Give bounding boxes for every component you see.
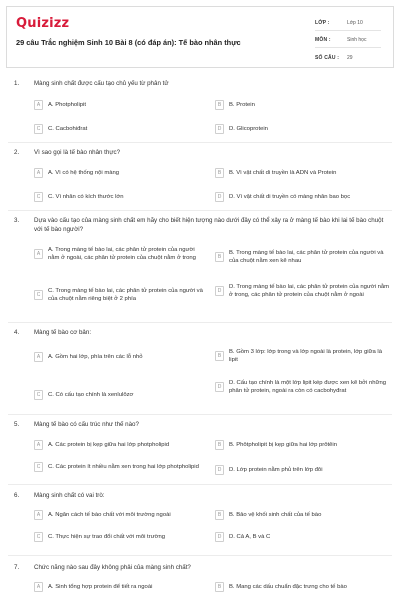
option-b[interactable] (215, 249, 391, 266)
option-text: D. Vì vật chất di truyền có màng nhân bao bọc (229, 193, 351, 200)
option-letter-box: A (34, 582, 43, 592)
option-letter-box: C (34, 390, 43, 400)
question-text: Màng tế bào cơ bản: (34, 329, 92, 336)
question-number: 3. (14, 217, 20, 224)
meta-row-count (315, 50, 381, 65)
option-c[interactable] (34, 287, 204, 304)
question-text: Màng tế bào có cấu trúc như thế nào? (34, 421, 139, 428)
option-letter-box: C (34, 462, 43, 472)
option-text: C. Vì nhân có kích thước lớn (48, 193, 124, 200)
option-letter-box: A (34, 352, 43, 362)
option-text: D. Glicoprotein (229, 125, 268, 132)
meta-key: LỚP : (315, 20, 330, 26)
option-a[interactable] (34, 510, 210, 520)
option-d[interactable] (215, 532, 391, 542)
question-number: 7. (14, 564, 20, 571)
option-text: A. Gồm hai lớp, phía trên các lỗ nhỏ (48, 353, 143, 360)
option-d[interactable] (215, 192, 391, 202)
option-c[interactable] (34, 532, 210, 542)
option-letter-box: A (34, 100, 43, 110)
meta-key: MÔN : (315, 37, 331, 43)
question-number: 2. (14, 149, 20, 156)
option-d[interactable] (215, 465, 391, 475)
option-letter-box: A (34, 510, 43, 520)
option-letter-box: C (34, 290, 43, 300)
option-text: C. Các protein ít nhiều nằm xen trong hai lớp photpholipid (48, 463, 199, 470)
worksheet-title: 29 câu Trắc nghiệm Sinh 10 Bài 8 (có đáp án): Tế bào nhân thực (16, 38, 241, 47)
meta-key: SỐ CÂU : (315, 54, 340, 61)
option-letter-box: B (215, 168, 224, 178)
option-d[interactable] (215, 379, 391, 396)
option-letter-box: D (215, 192, 224, 202)
option-text: A. Các protein bị kẹp giữa hai lớp photpholipid (48, 441, 170, 448)
option-b[interactable] (215, 510, 391, 520)
option-letter-box: B (215, 582, 224, 592)
option-text: A. Ngăn cách tế bào chất với môi trường ngoài (48, 511, 171, 518)
option-a[interactable] (34, 582, 210, 592)
option-letter-box: C (34, 124, 43, 134)
meta-row-subject (315, 33, 381, 48)
meta-row-class (315, 16, 381, 31)
option-a[interactable] (34, 440, 204, 450)
option-a[interactable] (34, 168, 204, 178)
question-text: Chức năng nào sau đây không phải của màng sinh chất? (34, 564, 191, 571)
option-d[interactable] (215, 124, 385, 134)
question-divider (8, 484, 392, 485)
question-divider (8, 142, 392, 143)
option-text: C. Có cấu tạo chính là xenlulôzơ (48, 391, 134, 398)
option-a[interactable] (34, 246, 204, 263)
option-text: D. Cấu tạo chính là một lớp lipit kép được xen kẽ bởi những phân tử protein, ngoài ra còn có cacbohyđrat (229, 380, 387, 395)
option-text: C. Cacbohiđrat (48, 125, 88, 132)
option-text: B. Gồm 3 lớp: lớp trong và lớp ngoài là protein, lớp giữa là lipit (229, 349, 382, 364)
option-text: C. Trong màng tế bào lai, các phân tử protein của người và của chuột nằm riêng biệt ở 2 phía (48, 288, 203, 303)
option-letter-box: B (215, 252, 224, 262)
option-c[interactable] (34, 124, 192, 134)
option-text: A. Photpholipit (48, 101, 86, 108)
question-text: Màng sinh chất được cấu tạo chủ yếu từ phân tử (34, 80, 169, 87)
option-letter-box: B (215, 100, 224, 110)
option-text: B. Bảo vệ khối sinh chất của tế bào (229, 511, 322, 518)
question-divider (8, 414, 392, 415)
option-a[interactable] (34, 100, 192, 110)
worksheet-meta (315, 16, 381, 67)
option-d[interactable] (215, 283, 391, 300)
question-text: Vì sao gọi là tế bào nhân thực? (34, 149, 121, 156)
option-letter-box: B (215, 351, 224, 361)
option-b[interactable] (215, 440, 391, 450)
option-text: B. Protein (229, 101, 255, 108)
option-b[interactable] (215, 348, 391, 365)
question-divider (8, 210, 392, 211)
quizizz-logo: Quizizz (16, 16, 70, 31)
option-letter-box: D (215, 465, 224, 475)
option-c[interactable] (34, 390, 204, 400)
option-letter-box: D (215, 286, 224, 296)
question-number: 1. (14, 80, 20, 87)
option-text: B. Mang các dấu chuẩn đặc trưng cho tế bào (229, 583, 347, 590)
option-letter-box: D (215, 532, 224, 542)
option-text: A. Sinh tổng hợp protein để tiết ra ngoài (48, 583, 153, 590)
option-letter-box: C (34, 192, 43, 202)
meta-value: Sinh học (347, 37, 367, 43)
option-c[interactable] (34, 192, 204, 202)
option-letter-box: D (215, 124, 224, 134)
option-letter-box: D (215, 382, 224, 392)
option-text: B. Trong màng tế bào lai, các phân tử protein của người và của chuột nằm xen kẽ nhau (229, 250, 384, 265)
option-b[interactable] (215, 168, 391, 178)
option-letter-box: B (215, 510, 224, 520)
option-letter-box: B (215, 440, 224, 450)
question-divider (8, 322, 392, 323)
option-letter-box: A (34, 249, 43, 259)
option-a[interactable] (34, 352, 204, 362)
option-letter-box: A (34, 440, 43, 450)
question-number: 5. (14, 421, 20, 428)
option-text: B. Phôtpholipit bị kẹp giữa hai lớp prôtêin (229, 441, 338, 448)
question-text: Dựa vào cấu tạo của màng sinh chất em hãy cho biết hiện tượng nào dưới đây có thể xảy ra ở màng tế bào khi lai tế bào chuột với tế bào người? (34, 217, 384, 233)
option-letter-box: A (34, 168, 43, 178)
worksheet-header (6, 6, 394, 68)
option-text: A. Trong màng tế bào lai, các phân tử protein của người nằm ở ngoài, các phân tử protein của chuột nằm ở trong (48, 247, 196, 262)
question-number: 4. (14, 329, 20, 336)
meta-value: Lớp 10 (347, 20, 363, 26)
option-text: A. Vì có hệ thống nội màng (48, 169, 120, 176)
option-b[interactable] (215, 100, 385, 110)
option-text: D. Lớp protein nằm phủ trên lớp đôi (229, 466, 323, 473)
option-text: D. Trong màng tế bào lai, các phân tử protein của người nằm ở trong, các phân tử protein của chuột nằm ở ngoài (229, 284, 390, 299)
question-number: 6. (14, 492, 20, 499)
question-divider (8, 555, 392, 556)
option-letter-box: C (34, 532, 43, 542)
meta-value: 29 (347, 54, 353, 61)
option-text: D. Cả A, B và C (229, 533, 271, 540)
option-c[interactable] (34, 462, 204, 472)
option-text: C. Thực hiện sự trao đổi chất với môi trường (48, 533, 166, 540)
option-b[interactable] (215, 582, 391, 592)
option-text: B. Vì vật chất di truyền là ADN và Protein (229, 169, 337, 176)
question-text: Màng sinh chất có vai trò: (34, 492, 105, 499)
